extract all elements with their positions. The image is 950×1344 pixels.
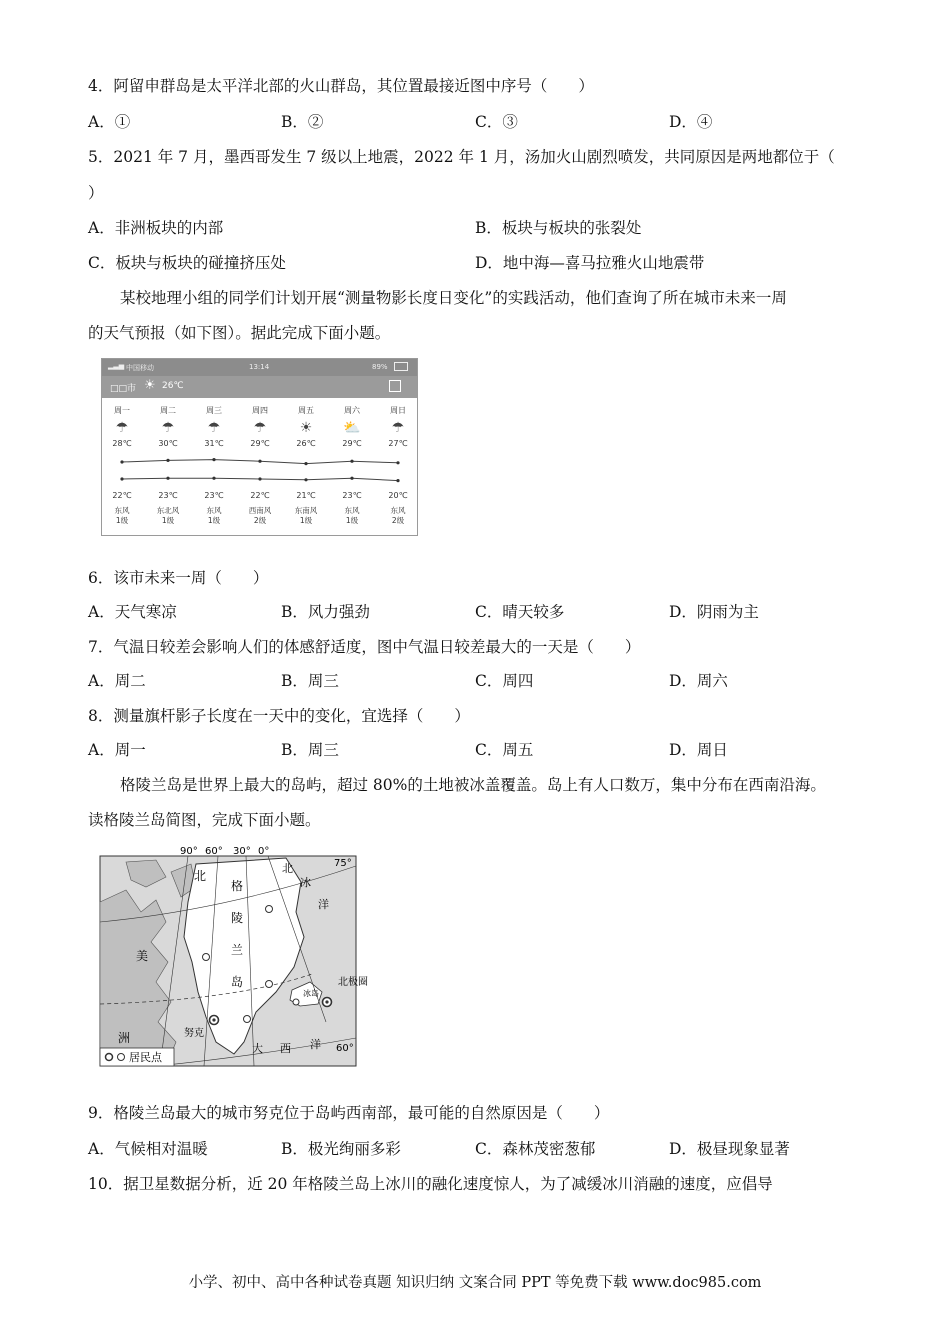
forecast-low-temp: 22℃ bbox=[112, 491, 132, 500]
forecast-high-temp: 29℃ bbox=[250, 439, 270, 448]
q7-option-b: B．周三 bbox=[281, 672, 339, 690]
low-temp-point bbox=[350, 477, 353, 480]
q5-stem: 5．2021 年 7 月，墨西哥发生 7 级以上地震，2022 年 1 月，汤加火山剧烈喷发，共同原因是两地都位于（ bbox=[88, 148, 835, 166]
q9-stem: 9．格陵兰岛最大的城市努克位于岛屿西南部，最可能的自然原因是（ ） bbox=[88, 1104, 610, 1122]
rain-umbrella-icon: ☂ bbox=[391, 420, 405, 436]
atlantic-label-3: 洋 bbox=[310, 1038, 321, 1051]
capital-settlement-dot bbox=[212, 1018, 215, 1021]
low-temp-point bbox=[258, 477, 261, 480]
q7-option-d: D．周六 bbox=[669, 672, 728, 690]
q4-option-a: A．① bbox=[88, 113, 131, 131]
q5-option-c: C．板块与板块的碰撞挤压处 bbox=[88, 254, 286, 272]
high-temp-point bbox=[120, 460, 123, 463]
forecast-day-label: 周日 bbox=[390, 406, 406, 415]
forecast-high-temp: 28℃ bbox=[112, 439, 132, 448]
forecast-low-temp: 20℃ bbox=[388, 491, 408, 500]
sun-icon: ☀ bbox=[144, 378, 156, 393]
high-temp-point bbox=[350, 460, 353, 463]
partly-cloudy-icon: ⛅ bbox=[343, 420, 361, 436]
low-temp-point bbox=[396, 479, 399, 482]
high-temp-point bbox=[212, 458, 215, 461]
q9-option-b: B．极光绚丽多彩 bbox=[281, 1140, 401, 1158]
forecast-wind-level: 1级 bbox=[299, 516, 313, 525]
q6-stem: 6．该市未来一周（ ） bbox=[88, 569, 269, 587]
forecast-day-label: 周一 bbox=[114, 406, 130, 415]
settlement-icon bbox=[293, 999, 299, 1005]
forecast-day-label: 周三 bbox=[206, 406, 222, 415]
intro2-line1: 格陵兰岛是世界上最大的岛屿，超过 80%的土地被冰盖覆盖。岛上有人口数万，集中分布在西南沿海。 bbox=[120, 776, 826, 794]
forecast-wind-direction: 东南风 bbox=[294, 506, 318, 515]
current-temp: 26℃ bbox=[162, 381, 184, 391]
forecast-low-temp: 23℃ bbox=[204, 491, 224, 500]
forecast-wind-direction: 西南风 bbox=[248, 506, 272, 515]
forecast-low-temp: 22℃ bbox=[250, 491, 270, 500]
label-mei: 美 bbox=[136, 949, 149, 963]
forecast-wind-level: 2级 bbox=[391, 516, 405, 525]
low-temp-point bbox=[166, 477, 169, 480]
q7-option-a: A．周二 bbox=[88, 672, 146, 690]
intro2-line2: 读格陵兰岛简图，完成下面小题。 bbox=[88, 811, 321, 829]
legend-settlement-icon bbox=[118, 1054, 125, 1061]
settlement-icon bbox=[266, 906, 273, 913]
q5-option-b: B．板块与板块的张裂处 bbox=[475, 219, 642, 237]
forecast-wind-level: 2级 bbox=[253, 516, 267, 525]
lon-label-60: 60° bbox=[205, 846, 223, 857]
forecast-wind-direction: 东风 bbox=[114, 506, 130, 515]
page-footer: 小学、初中、高中各种试卷真题 知识归纳 文案合同 PPT 等免费下载 www.doc985.com bbox=[188, 1275, 762, 1291]
low-temp-point bbox=[212, 477, 215, 480]
q9-option-a: A．气候相对温暖 bbox=[88, 1140, 208, 1158]
iceland-label: 冰岛 bbox=[303, 989, 319, 998]
lon-label-30: 30° bbox=[233, 846, 251, 857]
battery-label: 89% bbox=[372, 363, 388, 371]
greenland-label-1: 格 bbox=[231, 879, 244, 893]
forecast-high-temp: 30℃ bbox=[158, 439, 178, 448]
settlement-icon bbox=[266, 981, 273, 988]
forecast-wind-level: 1级 bbox=[161, 516, 175, 525]
q8-option-c: C．周五 bbox=[475, 741, 534, 759]
temperature-curves bbox=[102, 359, 417, 535]
clock-label: 13:14 bbox=[249, 363, 270, 371]
q4-option-d: D．④ bbox=[669, 113, 713, 131]
settlement-icon bbox=[203, 954, 210, 961]
lon-label-90: 90° bbox=[180, 846, 198, 857]
forecast-high-temp: 26℃ bbox=[296, 439, 316, 448]
high-temp-point bbox=[304, 462, 307, 465]
label-bing: 冰 bbox=[300, 876, 311, 889]
rain-umbrella-icon: ☂ bbox=[207, 420, 221, 436]
q4-option-b: B．② bbox=[281, 113, 324, 131]
q8-option-a: A．周一 bbox=[88, 741, 146, 759]
rain-umbrella-icon: ☂ bbox=[115, 420, 129, 436]
q6-option-a: A．天气寒凉 bbox=[88, 603, 177, 621]
q4-stem: 4．阿留申群岛是太平洋北部的火山群岛，其位置最接近图中序号（ ） bbox=[88, 77, 594, 95]
forecast-wind-direction: 东风 bbox=[390, 506, 406, 515]
q7-stem: 7．气温日较差会影响人们的体感舒适度，图中气温日较差最大的一天是（ ） bbox=[88, 638, 641, 656]
forecast-low-temp: 23℃ bbox=[342, 491, 362, 500]
legend-label: 居民点 bbox=[129, 1051, 162, 1064]
forecast-high-temp: 31℃ bbox=[204, 439, 224, 448]
intro1-line2: 的天气预报（如下图）。据此完成下面小题。 bbox=[88, 324, 391, 342]
forecast-wind-direction: 东风 bbox=[206, 506, 222, 515]
q5-stem-cont: ） bbox=[88, 184, 104, 202]
q9-option-c: C．森林茂密葱郁 bbox=[475, 1140, 596, 1158]
greenland-map bbox=[96, 842, 368, 1070]
forecast-day-label: 周六 bbox=[344, 406, 360, 415]
greenland-label-2: 陵 bbox=[231, 911, 244, 925]
arctic-circle-label: 北极圈 bbox=[338, 977, 368, 988]
forecast-wind-level: 1级 bbox=[115, 516, 129, 525]
low-temp-point bbox=[120, 477, 123, 480]
q10-stem: 10．据卫星数据分析，近 20 年格陵兰岛上冰川的融化速度惊人，为了减缓冰川消融的速度，应倡导 bbox=[88, 1175, 773, 1193]
carrier-label: 中国移动 bbox=[126, 364, 154, 372]
label-bei-2: 北 bbox=[282, 862, 293, 875]
q6-option-d: D．阴雨为主 bbox=[669, 603, 759, 621]
q8-option-b: B．周三 bbox=[281, 741, 339, 759]
intro1-line1: 某校地理小组的同学们计划开展“测量物影长度日变化”的实践活动，他们查询了所在城市未来一周 bbox=[120, 289, 787, 307]
label-zhou: 洲 bbox=[118, 1031, 131, 1045]
q9-option-d: D．极昼现象显著 bbox=[669, 1140, 790, 1158]
rain-umbrella-icon: ☂ bbox=[161, 420, 175, 436]
forecast-day-label: 周四 bbox=[252, 406, 268, 415]
capital-settlement-dot bbox=[325, 1000, 328, 1003]
q6-option-b: B．风力强劲 bbox=[281, 603, 370, 621]
high-temp-point bbox=[166, 459, 169, 462]
greenland-label-4: 岛 bbox=[231, 975, 244, 989]
high-temp-point bbox=[258, 460, 261, 463]
q8-option-d: D．周日 bbox=[669, 741, 728, 759]
nuuk-label: 努克 bbox=[184, 1028, 204, 1039]
forecast-wind-direction: 东风 bbox=[344, 506, 360, 515]
forecast-low-temp: 21℃ bbox=[296, 491, 316, 500]
legend-capital-icon bbox=[106, 1054, 113, 1061]
q7-option-c: C．周四 bbox=[475, 672, 534, 690]
forecast-low-temp: 23℃ bbox=[158, 491, 178, 500]
settlement-icon bbox=[244, 1016, 251, 1023]
low-temp-point bbox=[304, 478, 307, 481]
label-yang-1: 洋 bbox=[318, 898, 329, 911]
label-bei-1: 北 bbox=[194, 869, 207, 883]
forecast-wind-level: 1级 bbox=[345, 516, 359, 525]
forecast-wind-direction: 东北风 bbox=[156, 506, 180, 515]
lat-label-60: 60° bbox=[336, 1043, 354, 1054]
q5-option-d: D．地中海—喜马拉雅火山地震带 bbox=[475, 254, 705, 272]
forecast-day-label: 周五 bbox=[298, 406, 314, 415]
q6-option-c: C．晴天较多 bbox=[475, 603, 565, 621]
forecast-high-temp: 29℃ bbox=[342, 439, 362, 448]
weather-forecast-image bbox=[101, 358, 418, 536]
sun-icon: ☀ bbox=[299, 420, 313, 436]
q4-option-c: C．③ bbox=[475, 113, 518, 131]
greenland-label-3: 兰 bbox=[231, 943, 244, 957]
forecast-day-label: 周二 bbox=[160, 406, 176, 415]
high-temp-point bbox=[396, 461, 399, 464]
q8-stem: 8．测量旗杆影子长度在一天中的变化，宜选择（ ） bbox=[88, 707, 470, 725]
lon-label-0: 0° bbox=[258, 846, 270, 857]
rain-umbrella-icon: ☂ bbox=[253, 420, 267, 436]
lat-label-75: 75° bbox=[334, 858, 352, 869]
atlantic-label-2: 西 bbox=[280, 1042, 291, 1055]
atlantic-label-1: 大 bbox=[252, 1042, 263, 1055]
signal-icon: ▂▃▅ bbox=[108, 362, 125, 370]
q5-option-a: A．非洲板块的内部 bbox=[88, 219, 224, 237]
forecast-high-temp: 27℃ bbox=[388, 439, 408, 448]
forecast-wind-level: 1级 bbox=[207, 516, 221, 525]
city-name: □□市 bbox=[110, 384, 137, 394]
